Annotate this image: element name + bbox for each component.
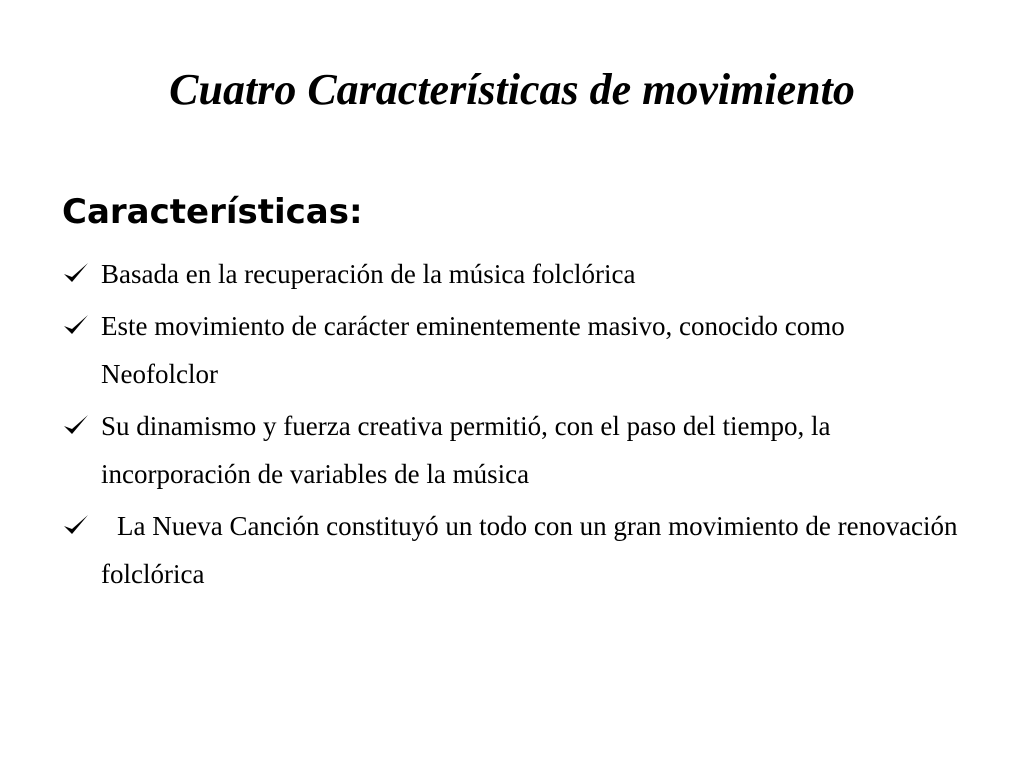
checkmark-icon: [62, 412, 90, 438]
bullet-list: [62, 250, 962, 602]
checkmark-icon: [62, 312, 90, 338]
slide-title: Cuatro Características de movimiento: [169, 65, 855, 114]
checkmark-icon: [62, 512, 90, 538]
bullet-item: [62, 402, 962, 498]
bullet-item: [62, 502, 962, 598]
bullet-text: Su dinamismo y fuerza creativa permitió, con el paso del tiempo, la incorporación de variables de la música: [101, 411, 831, 489]
slide-subtitle: Características:: [62, 192, 363, 232]
bullet-item: [62, 250, 962, 298]
checkmark-icon: [62, 260, 90, 286]
bullet-text: La Nueva Canción constituyó un todo con un gran movimiento de renovación folclórica: [101, 511, 958, 589]
bullet-item: [62, 302, 962, 398]
bullet-text: Basada en la recuperación de la música folclórica: [101, 259, 636, 289]
bullet-text: Este movimiento de carácter eminentemente masivo, conocido como Neofolclor: [101, 311, 845, 389]
